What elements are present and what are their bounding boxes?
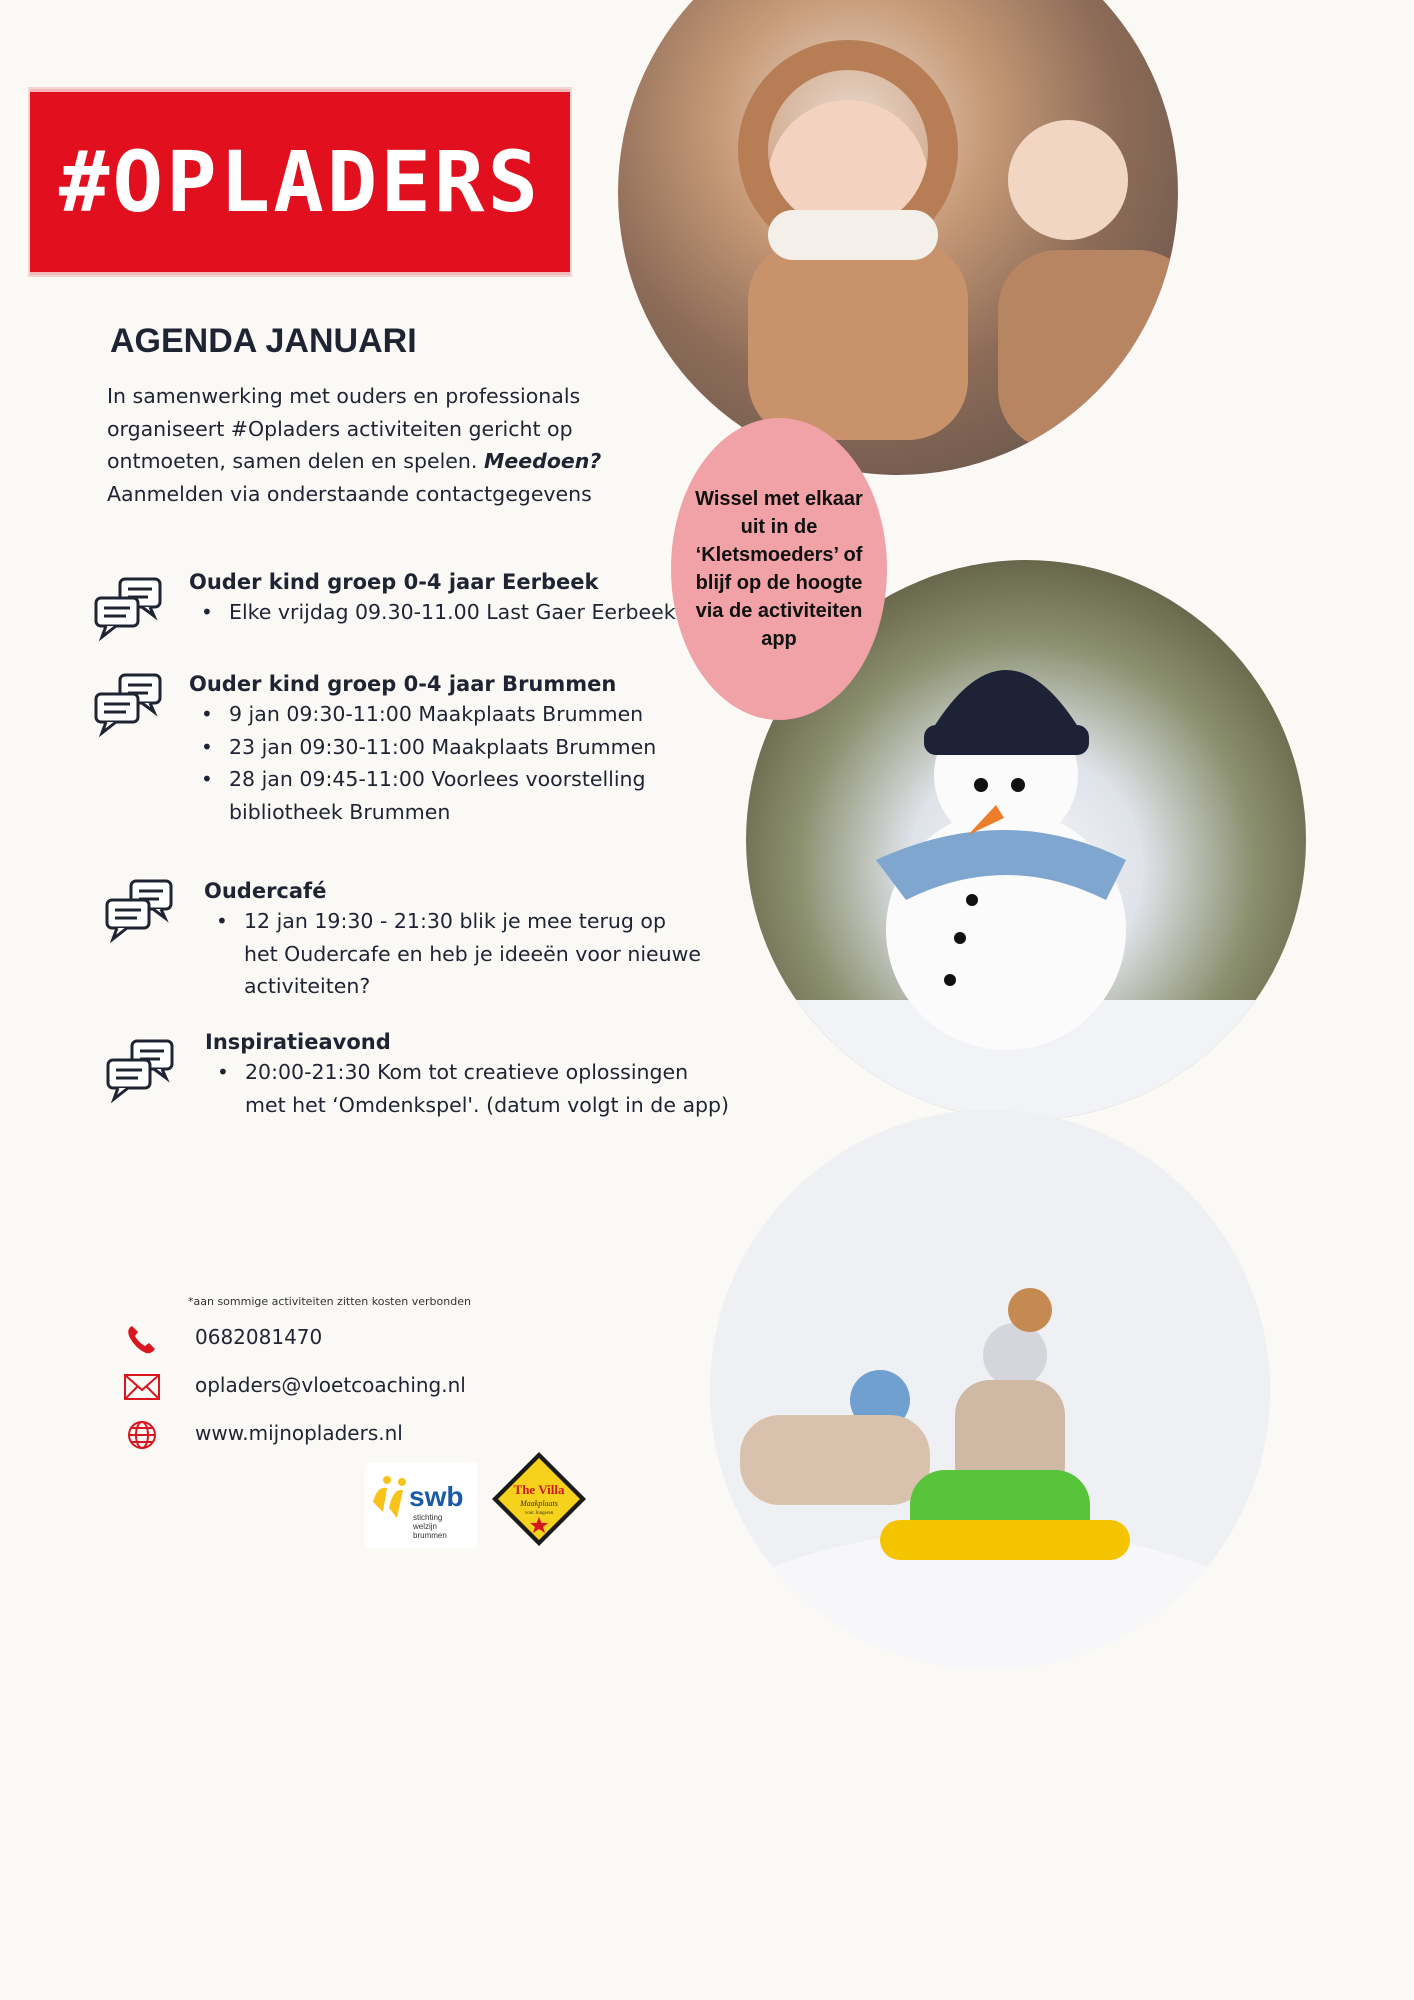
section-inspiratieavond xyxy=(205,1030,735,1121)
section-list xyxy=(205,1056,735,1121)
list-item: • 28 jan 09:45-11:00 Voorlees voorstelling bibliotheek Brummen xyxy=(189,763,659,828)
phone-icon xyxy=(122,1322,162,1356)
list-item: • Elke vrijdag 09.30-11.00 Last Gaer Eerbeek xyxy=(189,596,676,629)
chat-bubbles-icon xyxy=(92,672,164,738)
photo-kids-with-toy-car xyxy=(710,1110,1270,1670)
intro-text-2: Aanmelden via onderstaande contactgegevens xyxy=(107,481,592,506)
chat-bubbles-icon xyxy=(104,1038,176,1104)
intro-emphasis: Meedoen? xyxy=(483,449,602,473)
globe-icon xyxy=(122,1418,162,1452)
svg-text:brummen: brummen xyxy=(413,1531,447,1540)
section-title: Ouder kind groep 0-4 jaar Eerbeek xyxy=(189,570,599,594)
svg-text:voor Jongeren: voor Jongeren xyxy=(524,1511,554,1516)
list-item: • 20:00-21:30 Kom tot creatieve oplossingen met het ‘Omdenkspel'. (datum volgt in de app) xyxy=(205,1056,735,1121)
swb-logo xyxy=(365,1462,477,1548)
chat-bubbles-icon xyxy=(92,576,164,642)
section-oudercafe xyxy=(204,879,704,1003)
svg-text:Maakplaats: Maakplaats xyxy=(520,1499,558,1508)
page-title: AGENDA JANUARI xyxy=(110,322,417,360)
photo-kids-in-snow xyxy=(618,0,1178,475)
section-brummen xyxy=(189,672,659,828)
section-eerbeek xyxy=(189,570,676,629)
list-item: • 9 jan 09:30-11:00 Maakplaats Brummen xyxy=(189,698,659,731)
section-title: Oudercafé xyxy=(204,879,327,903)
list-item: • 12 jan 19:30 - 21:30 blik je mee terug op het Oudercafe en heb je ideeën voor nieuwe activiteiten? xyxy=(204,905,704,1003)
section-list xyxy=(189,596,676,629)
list-item: • 23 jan 09:30-11:00 Maakplaats Brummen xyxy=(189,731,659,764)
swb-logo-text: swb xyxy=(409,1481,464,1512)
section-list xyxy=(204,905,704,1003)
envelope-icon xyxy=(122,1370,162,1404)
intro-paragraph xyxy=(107,380,617,510)
villa-logo-text: The Villa xyxy=(513,1482,565,1497)
the-villa-logo xyxy=(490,1450,588,1548)
section-title: Inspiratieavond xyxy=(205,1030,391,1054)
phone-number[interactable]: 0682081470 xyxy=(195,1325,323,1349)
svg-text:stichting: stichting xyxy=(413,1513,443,1522)
section-title: Ouder kind groep 0-4 jaar Brummen xyxy=(189,672,617,696)
website-url[interactable]: www.mijnopladers.nl xyxy=(195,1421,403,1445)
logo-text: #OPLADERS xyxy=(58,133,542,231)
intro-text: In samenwerking met ouders en professionals organiseert #Opladers activiteiten gericht op ontmoeten, samen delen en spelen. xyxy=(107,384,581,473)
bubble-text: Wissel met elkaar uit in de ‘Kletsmoeders’ of blijf op de hoogte via de activiteiten app xyxy=(695,488,863,650)
kletsmoeders-bubble xyxy=(671,418,887,720)
email-address[interactable]: opladers@vloetcoaching.nl xyxy=(195,1373,466,1397)
section-list xyxy=(189,698,659,828)
chat-bubbles-icon xyxy=(103,878,175,944)
svg-text:welzijn: welzijn xyxy=(413,1522,438,1531)
opladers-logo xyxy=(30,89,570,275)
cost-note: *aan sommige activiteiten zitten kosten verbonden xyxy=(188,1295,471,1308)
